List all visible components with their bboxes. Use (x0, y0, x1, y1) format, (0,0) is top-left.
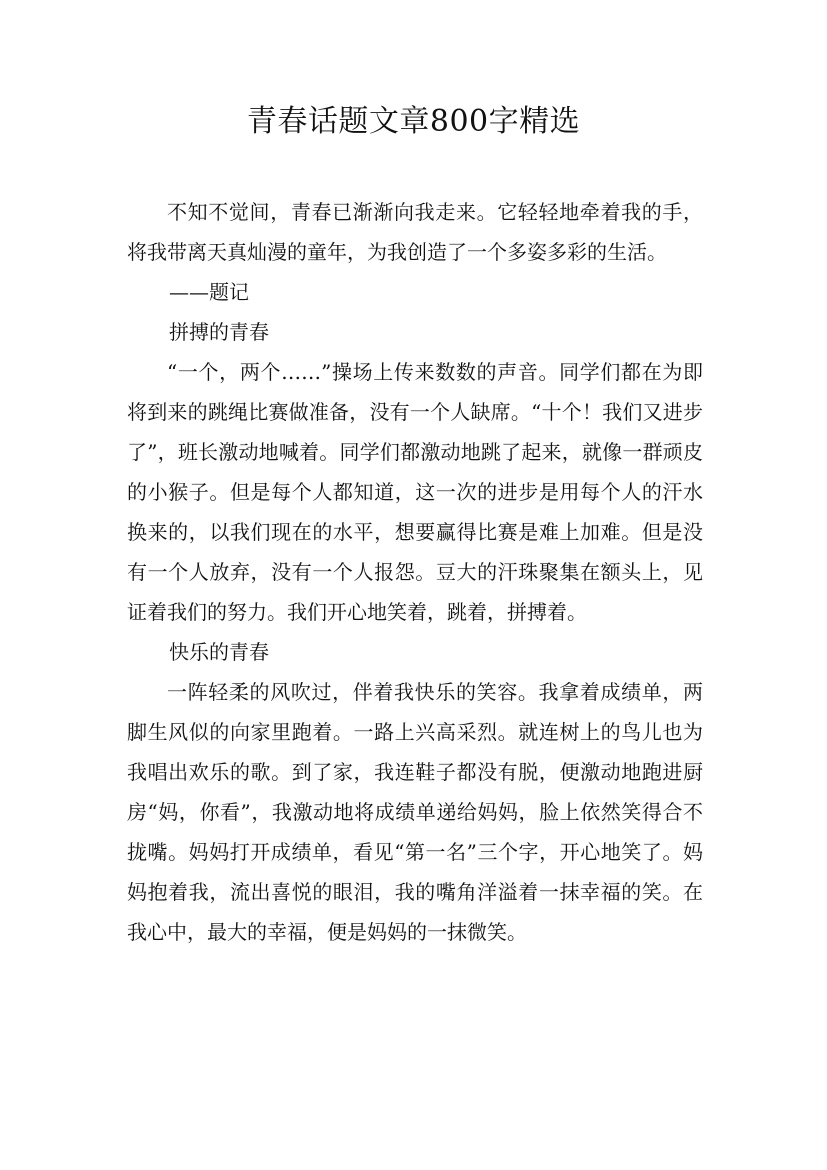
section-heading-struggle: 拼搏的青春 (169, 320, 269, 344)
epigraph-attribution: ——题记 (169, 280, 249, 304)
intro-paragraph: 不知不觉间，青春已渐渐向我走来。它轻轻地牵着我的手，将我带离天真灿漫的童年，为我创造了一个多姿多彩的生活。 (127, 200, 703, 264)
document-body (127, 192, 703, 952)
struggle-paragraph: “一个，两个……”操场上传来数数的声音。同学们都在为即将到来的跳绳比赛做准备，没有一个人缺席。“十个！我们又进步了”，班长激动地喊着。同学们都激动地跳了起来，就像一群顽皮的小猴子。但是每个人都知道，这一次的进步是用每个人的汗水换来的，以我们现在的水平，想要赢得比赛是难上加难。但是没有一个人放弃，没有一个人报怨。豆大的汗珠聚集在额头上，见证着我们的努力。我们开心地笑着，跳着，拼搏着。 (127, 360, 703, 624)
section-heading-happy: 快乐的青春 (169, 640, 269, 664)
document-title: 青春话题文章800字精选 (246, 104, 581, 139)
happy-paragraph: 一阵轻柔的风吹过，伴着我快乐的笑容。我拿着成绩单，两脚生风似的向家里跑着。一路上兴高采烈。就连树上的鸟儿也为我唱出欢乐的歌。到了家，我连鞋子都没有脱，便激动地跑进厨房“妈，你看”，我激动地将成绩单递给妈妈，脸上依然笑得合不拢嘴。妈妈打开成绩单，看见“第一名”三个字，开心地笑了。妈妈抱着我，流出喜悦的眼泪，我的嘴角洋溢着一抹幸福的笑。在我心中，最大的幸福，便是妈妈的一抹微笑。 (127, 680, 703, 944)
